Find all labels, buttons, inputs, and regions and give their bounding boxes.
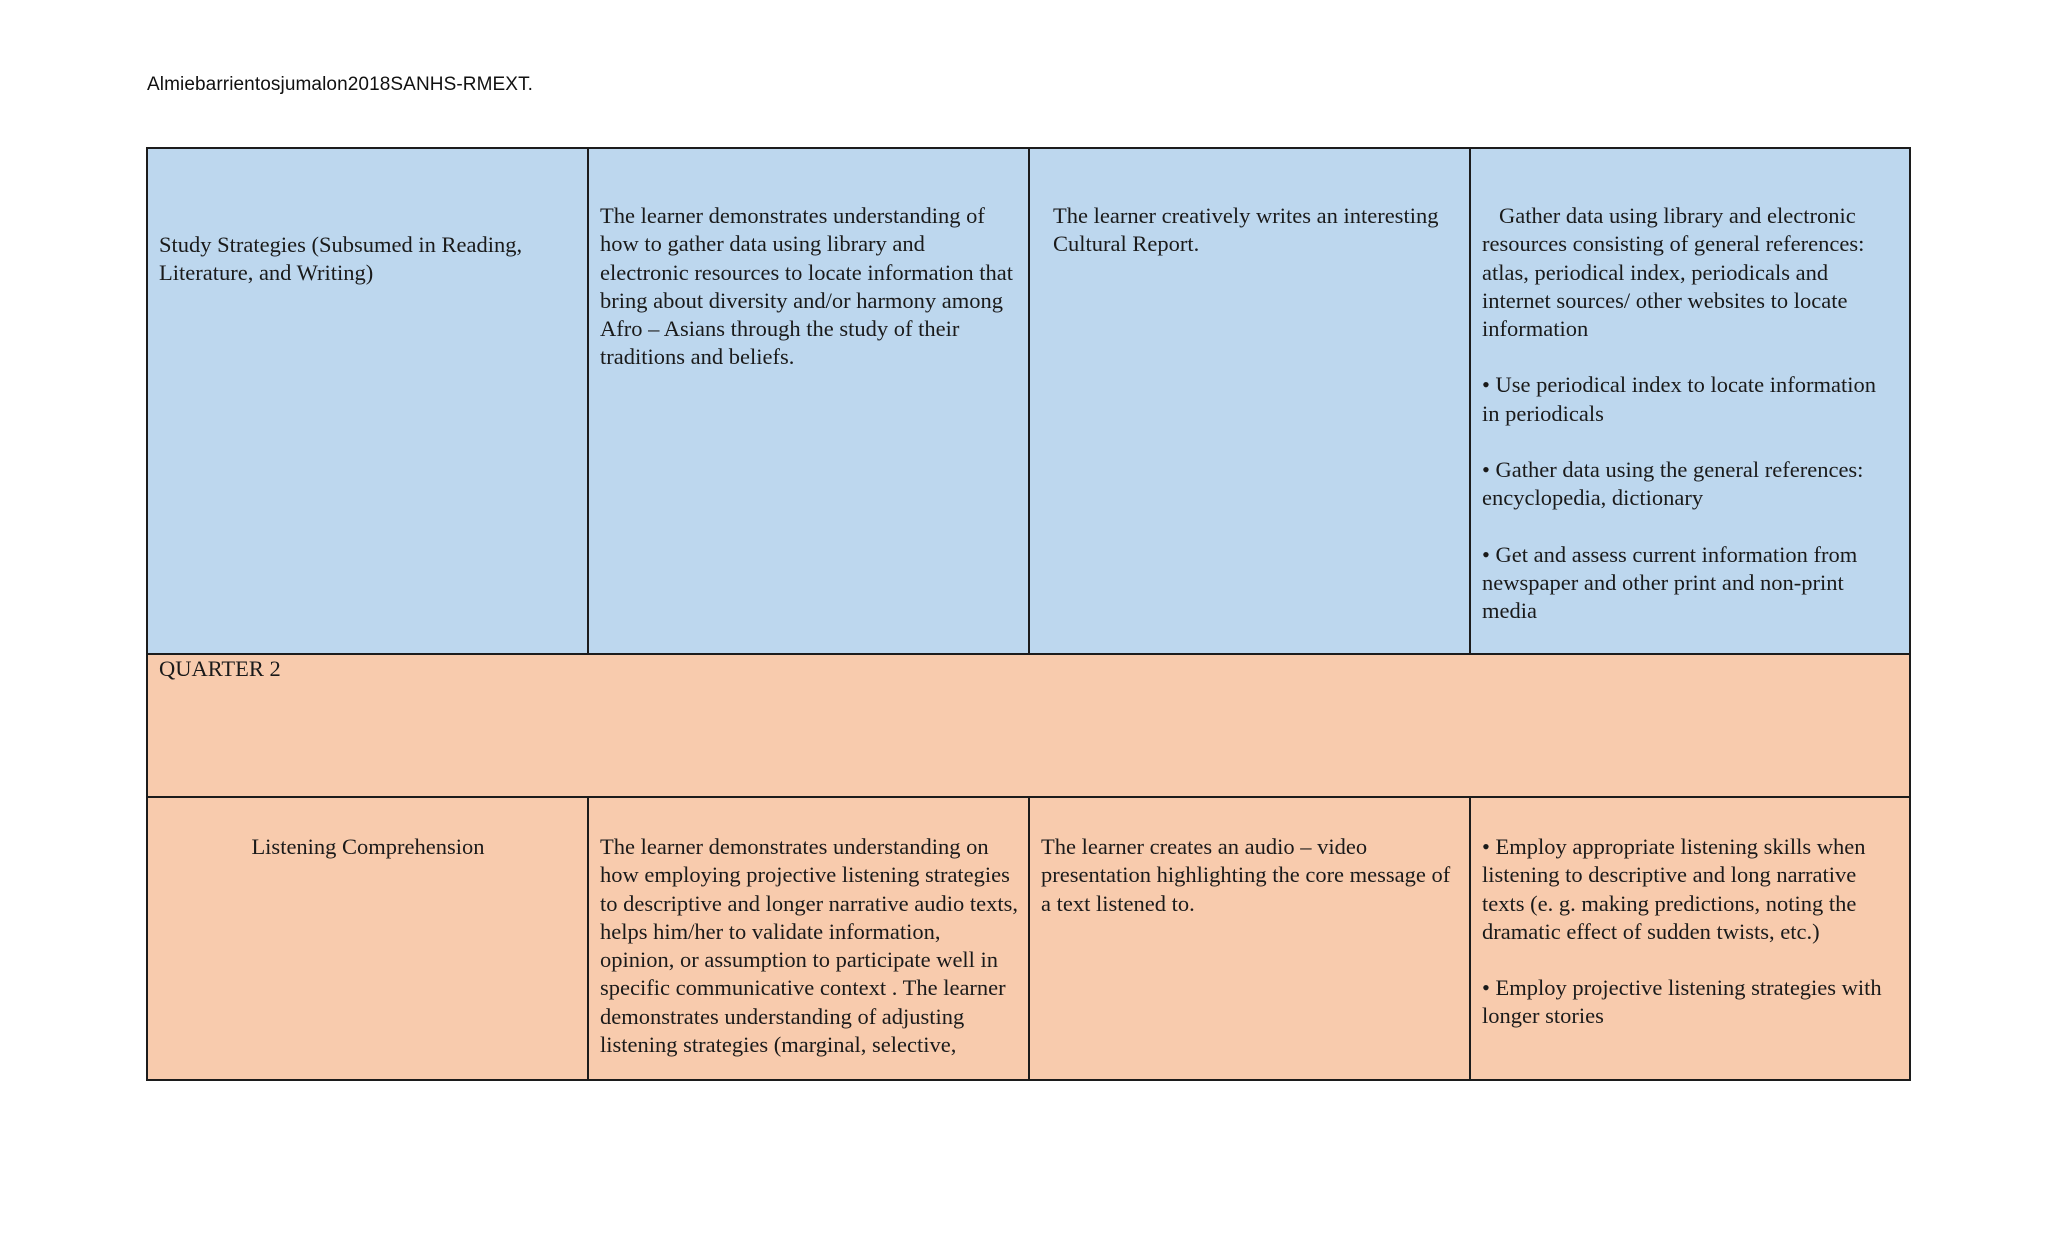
quarter-cell bbox=[147, 654, 1910, 797]
performance-standard-cell bbox=[1029, 797, 1470, 1080]
competencies-cell bbox=[1470, 148, 1910, 654]
content-standard-cell bbox=[588, 148, 1029, 654]
performance-standard-text: The learner creates an audio – video presentation highlighting the core message of a text listened to. bbox=[1041, 834, 1451, 916]
table-row-listening bbox=[147, 797, 1910, 1080]
document-header: Almiebarrientosjumalon2018SANHS-RMEXT. bbox=[147, 74, 534, 95]
quarter-label: QUARTER 2 bbox=[159, 656, 281, 681]
competency-text: • Employ appropriate listening skills when listening to descriptive and long narrative texts (e. g. making predictions, noting the dramatic effect of sudden twists, etc.) bbox=[1482, 834, 1866, 944]
performance-standard-cell bbox=[1029, 148, 1470, 654]
domain-cell bbox=[147, 797, 588, 1080]
curriculum-table bbox=[146, 147, 1911, 1081]
performance-standard-text: The learner creatively writes an interesting Cultural Report. bbox=[1053, 203, 1439, 257]
table-row-study-strategies bbox=[147, 148, 1910, 654]
competency-text: • Employ projective listening strategies with longer stories bbox=[1482, 975, 1882, 1029]
domain-text: Listening Comprehension bbox=[251, 834, 485, 859]
competency-text: • Get and assess current information from newspaper and other print and non-print media bbox=[1482, 541, 1858, 624]
content-standard-text: The learner demonstrates understanding on how employing projective listening strategies to descriptive and longer narrative audio texts, helps him/her to validate information, opinion, or assumption to participate well in specific communicative context . The learner demonstrates understanding of adjusting listening strategies (marginal, selective, bbox=[600, 834, 1018, 1058]
competency-text: • Gather data using the general references: encyclopedia, dictionary bbox=[1482, 457, 1864, 511]
competencies-cell bbox=[1470, 797, 1910, 1080]
domain-cell bbox=[147, 148, 588, 654]
content-standard-text: The learner demonstrates understanding of how to gather data using library and electronic resources to locate information that bring about diversity and/or harmony among Afro – Asians through the study of their traditions and beliefs. bbox=[600, 203, 1013, 370]
table-row-quarter bbox=[147, 654, 1910, 797]
content-standard-cell bbox=[588, 797, 1029, 1080]
competency-text: Gather data using library and electronic resources consisting of general references: atlas, periodical index, periodicals and internet sources/ other websites to locate information bbox=[1482, 203, 1865, 342]
competency-text: • Use periodical index to locate information in periodicals bbox=[1482, 372, 1877, 426]
domain-text: Study Strategies (Subsumed in Reading, Literature, and Writing) bbox=[159, 232, 523, 286]
